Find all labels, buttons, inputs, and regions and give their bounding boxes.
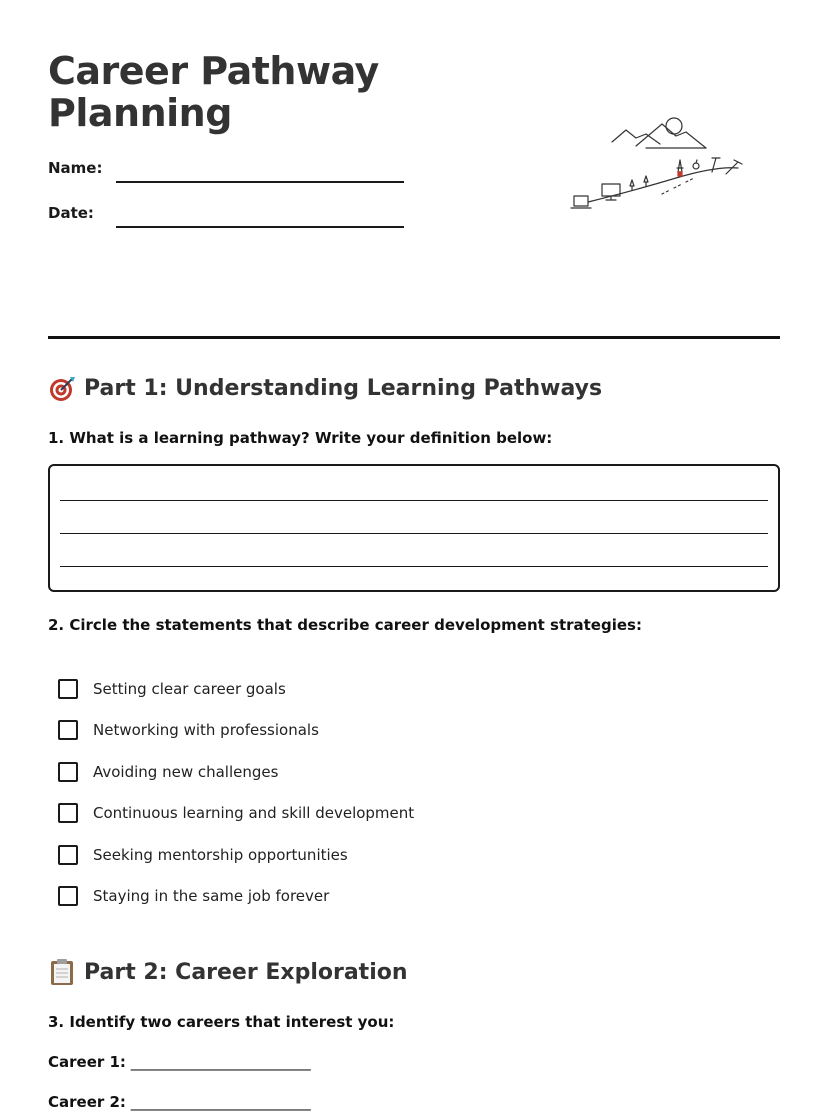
answer-line[interactable] — [60, 566, 768, 567]
checkbox[interactable] — [58, 720, 78, 740]
title-line-1: Career Pathway — [48, 49, 379, 93]
option-label: Setting clear career goals — [93, 680, 286, 698]
option-label: Seeking mentorship opportunities — [93, 846, 348, 864]
option-item[interactable] — [58, 762, 278, 782]
option-item[interactable] — [58, 720, 319, 740]
career-2-label: Career 2: — [48, 1093, 126, 1111]
date-field[interactable] — [116, 226, 404, 228]
checkbox[interactable] — [58, 762, 78, 782]
option-label: Staying in the same job forever — [93, 887, 330, 905]
checkbox[interactable] — [58, 803, 78, 823]
part1-heading — [48, 374, 602, 402]
checkbox[interactable] — [58, 886, 78, 906]
date-label: Date: — [48, 204, 94, 222]
career-2-row[interactable] — [48, 1093, 311, 1111]
option-item[interactable] — [58, 845, 348, 865]
answer-line[interactable] — [60, 500, 768, 501]
option-item[interactable] — [58, 679, 286, 699]
section-divider — [48, 336, 780, 339]
checkbox[interactable] — [58, 679, 78, 699]
option-label: Networking with professionals — [93, 721, 319, 739]
page-title — [48, 50, 448, 134]
title-line-2: Planning — [48, 91, 232, 135]
option-label: Continuous learning and skill development — [93, 804, 415, 822]
part2-title: Part 2: Career Exploration — [84, 959, 408, 985]
clipboard-icon — [48, 958, 76, 986]
answer-line[interactable] — [60, 533, 768, 534]
career-1-label: Career 1: — [48, 1053, 126, 1071]
career-2-blank[interactable]: ________________________ — [130, 1093, 311, 1111]
name-label: Name: — [48, 159, 103, 177]
option-item[interactable] — [58, 803, 414, 823]
definition-answer-box[interactable] — [48, 464, 780, 592]
career-1-blank[interactable]: ________________________ — [130, 1053, 311, 1071]
part2-heading — [48, 958, 408, 986]
option-item[interactable] — [58, 886, 329, 906]
part1-title: Part 1: Understanding Learning Pathways — [84, 375, 603, 401]
career-1-row[interactable] — [48, 1053, 311, 1071]
question-1: 1. What is a learning pathway? Write your definition below: — [48, 429, 553, 447]
name-field[interactable] — [116, 181, 404, 183]
option-label: Avoiding new challenges — [93, 763, 279, 781]
checkbox[interactable] — [58, 845, 78, 865]
career-path-illustration — [566, 110, 752, 220]
question-2: 2. Circle the statements that describe career development strategies: — [48, 616, 642, 634]
target-icon — [48, 374, 76, 402]
question-3: 3. Identify two careers that interest you: — [48, 1013, 395, 1031]
